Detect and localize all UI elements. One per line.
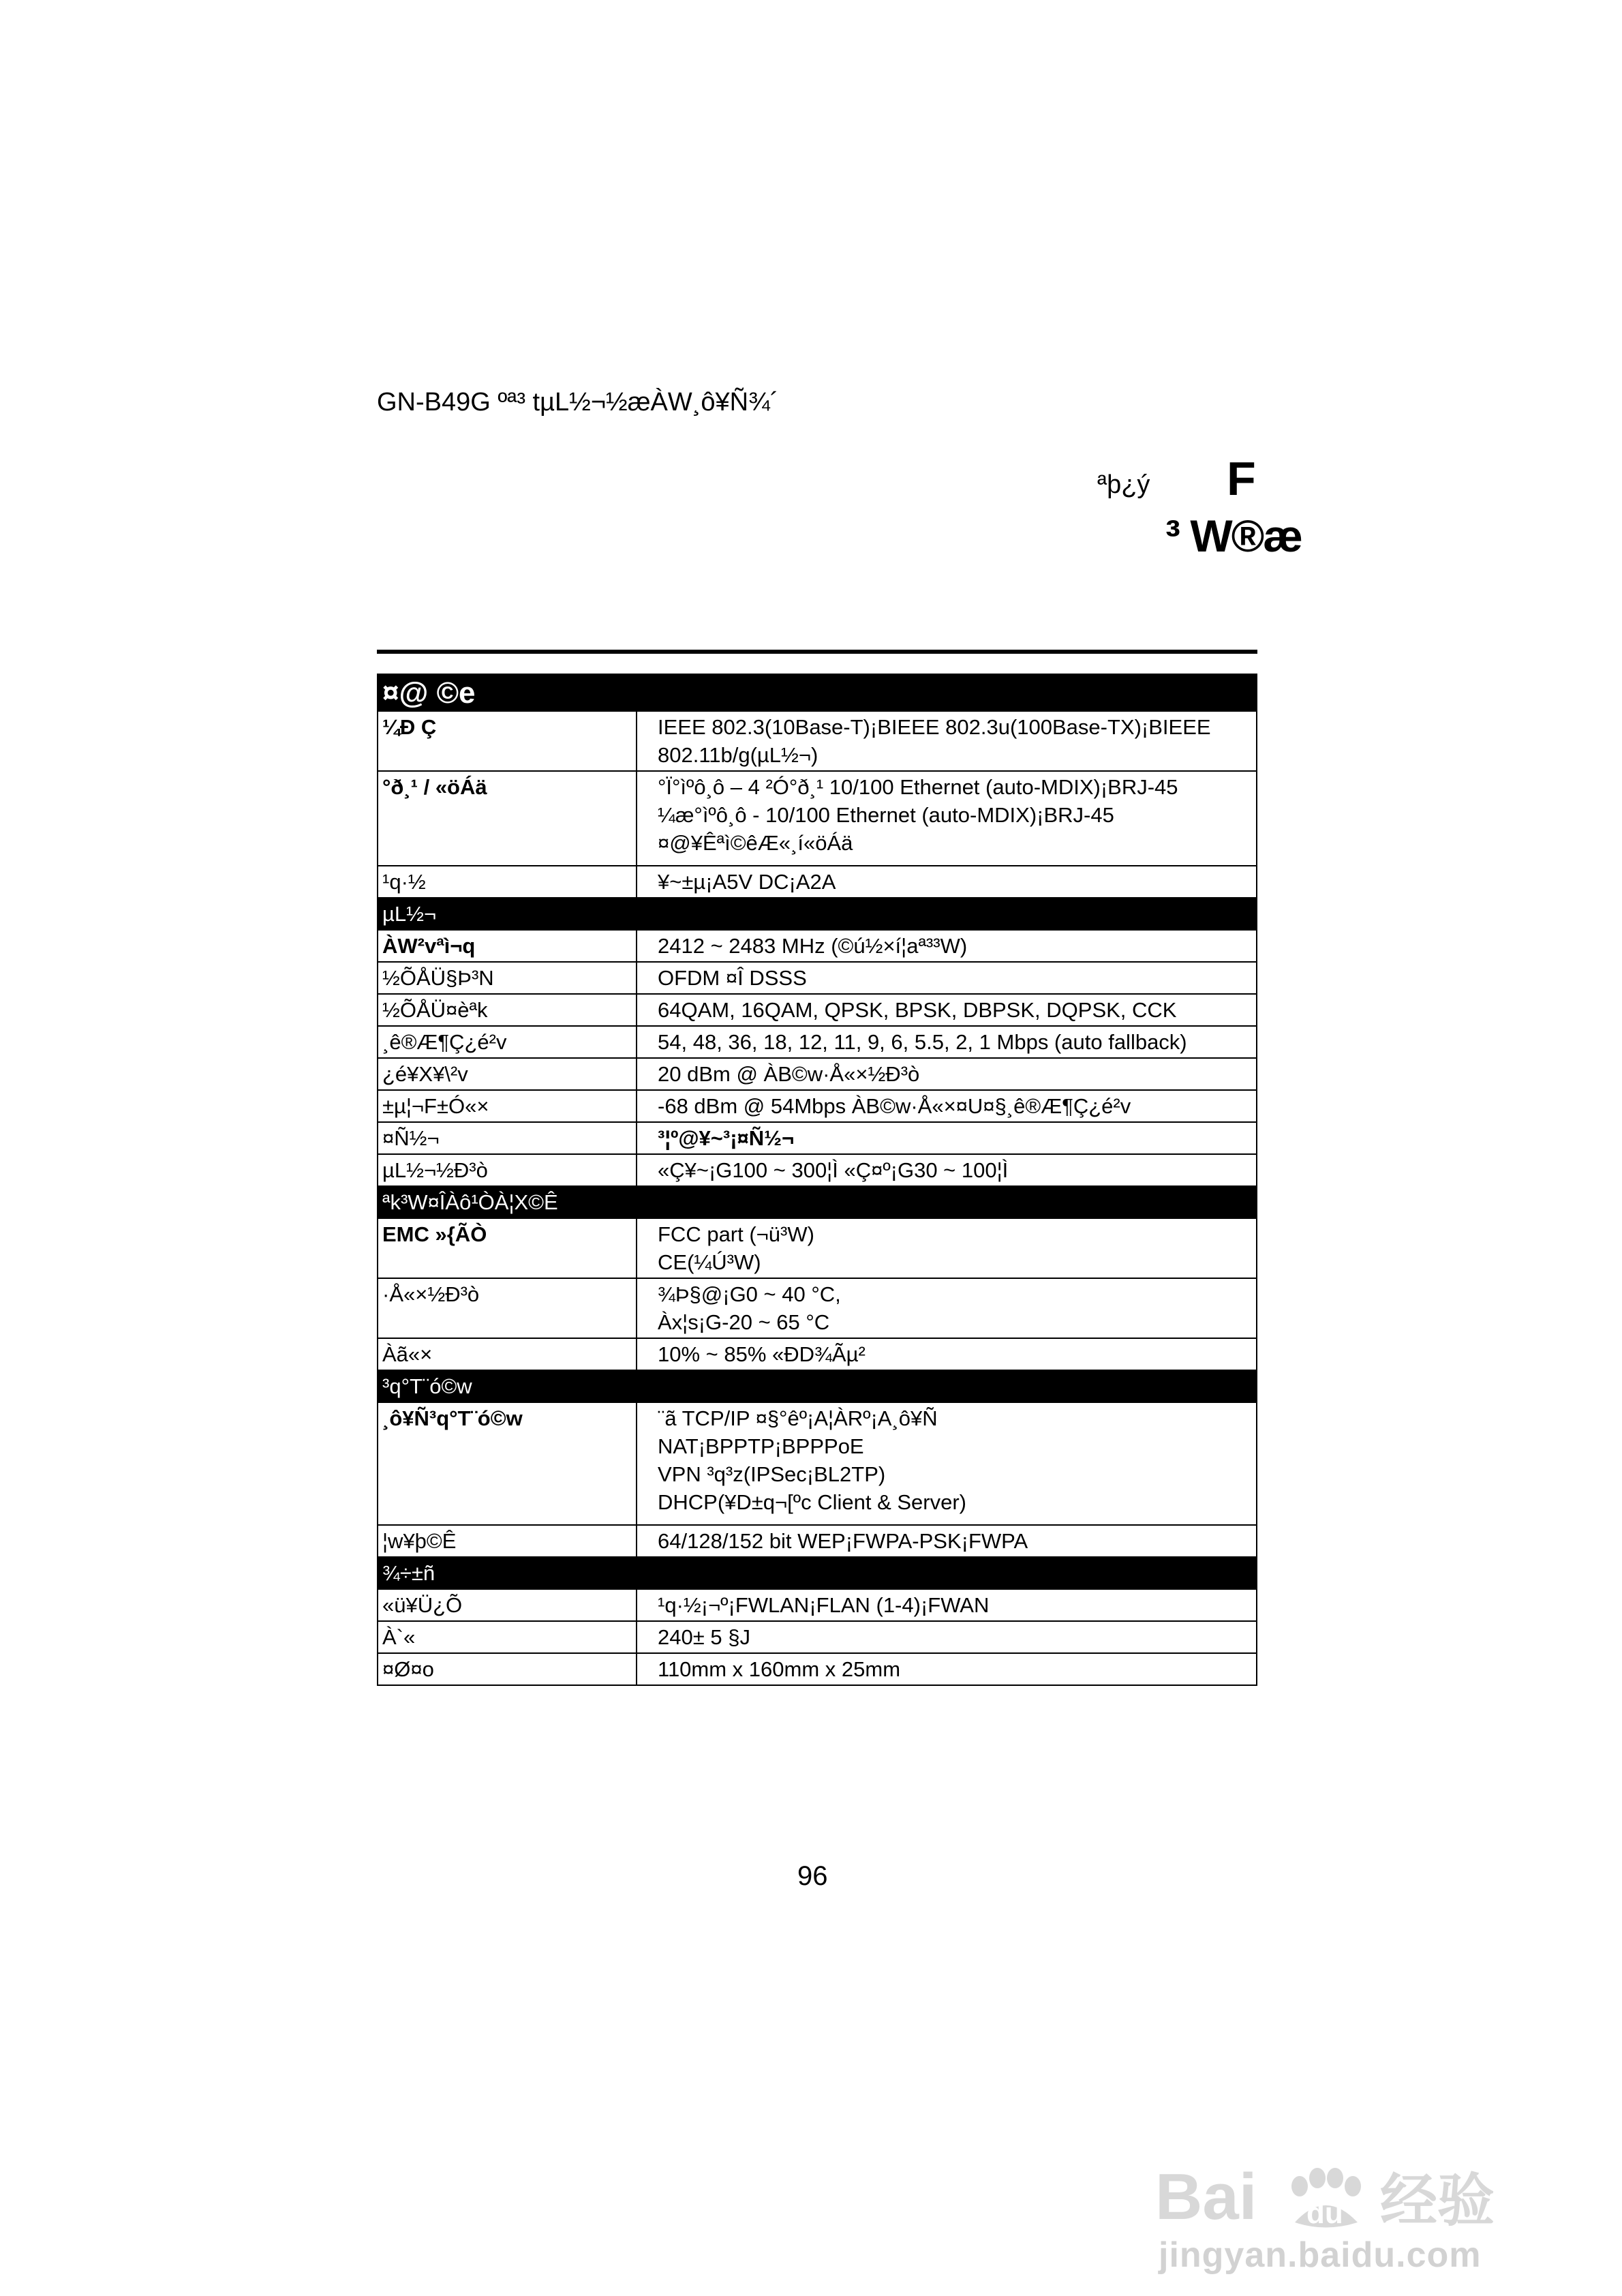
spec-label: ½ÕÅÜ§Þ³N bbox=[378, 963, 637, 993]
spec-value-line: IEEE 802.3(10Base-T)¡BIEEE 802.3u(100Base-TX)¡BIEEE bbox=[658, 715, 1211, 739]
spec-value-line: VPN ³q³z(IPSec¡BL2TP) bbox=[658, 1462, 886, 1486]
spec-value-line: Àx¦s¡G-20 ~ 65 °C bbox=[658, 1310, 830, 1334]
section-heading: ³q°T¨ó©w bbox=[378, 1370, 1256, 1402]
spec-value bbox=[658, 1059, 1256, 1089]
spec-value bbox=[658, 1155, 1256, 1185]
spec-label: ¸ô¥Ñ³q°T¨ó©w bbox=[378, 1403, 637, 1524]
spec-value-line: «Ç¥~¡G100 ~ 300¦Ì «Ç¤º¡G30 ~ 100¦Ì bbox=[658, 1158, 1009, 1182]
spec-value bbox=[658, 931, 1256, 961]
spec-row bbox=[378, 993, 1256, 1025]
spec-label: ¤Ø¤o bbox=[378, 1654, 637, 1685]
spec-value bbox=[658, 995, 1256, 1025]
appendix-letter: F bbox=[1227, 452, 1256, 505]
paw-toe-icon bbox=[1291, 2176, 1308, 2196]
page-number: 96 bbox=[797, 1861, 828, 1891]
spec-value bbox=[658, 963, 1256, 993]
spec-label: ¼Ð Ç bbox=[378, 712, 637, 770]
spec-value-line: CE(¼Ú³W) bbox=[658, 1250, 761, 1274]
spec-value bbox=[658, 1091, 1256, 1121]
spec-value bbox=[658, 1403, 1256, 1524]
spec-value-line: ¼æ°ìºô¸ô - 10/100 Ethernet (auto-MDIX)¡BRJ-45 bbox=[658, 803, 1114, 827]
spec-label: ¿é¥X¥\²v bbox=[378, 1059, 637, 1089]
spec-label: ¹q·½ bbox=[378, 866, 637, 897]
spec-label: ¸ê®Æ¶Ç¿é²v bbox=[378, 1027, 637, 1057]
spec-value bbox=[658, 1654, 1256, 1685]
spec-value-line: ¤@¥Êªì©êÆ«¸í«öÁä bbox=[658, 831, 853, 855]
spec-label: ¦w¥þ©Ê bbox=[378, 1526, 637, 1556]
spec-row bbox=[378, 961, 1256, 993]
spec-row bbox=[378, 1338, 1256, 1370]
spec-value bbox=[658, 712, 1256, 770]
spec-row bbox=[378, 1278, 1256, 1338]
spec-label: ±µ¦¬F±Ó«× bbox=[378, 1091, 637, 1121]
spec-value bbox=[658, 1219, 1256, 1278]
svg-text:du: du bbox=[1306, 2196, 1343, 2230]
spec-value-line: 64/128/152 bit WEP¡FWPA-PSK¡FWPA bbox=[658, 1529, 1028, 1553]
spec-label: ¤Ñ½¬ bbox=[378, 1123, 637, 1153]
spec-label: EMC »{ÃÒ bbox=[378, 1219, 637, 1278]
specifications-table bbox=[377, 674, 1257, 1686]
section-heading: ¤@ ©e bbox=[378, 675, 1256, 710]
spec-row bbox=[378, 710, 1256, 770]
spec-row bbox=[378, 1025, 1256, 1057]
section-heading: µL½¬ bbox=[378, 897, 1256, 929]
spec-row bbox=[378, 1121, 1256, 1153]
spec-row bbox=[378, 1089, 1256, 1121]
spec-value-line: ¾Þ§@¡G0 ~ 40 °C, bbox=[658, 1282, 841, 1306]
spec-row bbox=[378, 865, 1256, 897]
spec-label: ½ÕÅÜ¤èªk bbox=[378, 995, 637, 1025]
header-divider bbox=[377, 650, 1257, 654]
spec-value bbox=[658, 1339, 1256, 1370]
spec-value bbox=[658, 1027, 1256, 1057]
svg-text:经验: 经验 bbox=[1380, 2167, 1495, 2233]
spec-value bbox=[658, 1123, 1256, 1153]
spec-value-line: 64QAM, 16QAM, QPSK, BPSK, DBPSK, DQPSK, CCK bbox=[658, 998, 1177, 1022]
spec-value bbox=[658, 1590, 1256, 1620]
spec-value-line: 802.11b/g(µL½¬) bbox=[658, 743, 818, 767]
spec-row bbox=[378, 1057, 1256, 1089]
spec-value-line: °Ï°ìºô¸ô – 4 ²Ó°ð¸¹ 10/100 Ethernet (auto-MDIX)¡BRJ-45 bbox=[658, 775, 1178, 799]
spec-value bbox=[658, 1526, 1256, 1556]
spec-row bbox=[378, 1402, 1256, 1524]
spec-row bbox=[378, 929, 1256, 961]
spec-value-line: OFDM ¤Î DSSS bbox=[658, 966, 807, 990]
spec-value-line: -68 dBm @ 54Mbps ÀB©w·Å«×¤U¤§¸ê®Æ¶Ç¿é²v bbox=[658, 1094, 1131, 1118]
spec-value-line: 54, 48, 36, 18, 12, 11, 9, 6, 5.5, 2, 1 Mbps (auto fallback) bbox=[658, 1030, 1187, 1054]
spec-value-line: ¹q·½¡¬º¡FWLAN¡FLAN (1-4)¡FWAN bbox=[658, 1593, 990, 1617]
spec-row bbox=[378, 1218, 1256, 1278]
spec-value bbox=[658, 1622, 1256, 1652]
spec-value-line: ³¦º@¥~³¡¤Ñ½¬ bbox=[658, 1126, 795, 1150]
spec-value-line: NAT¡BPPTP¡BPPPoE bbox=[658, 1434, 864, 1458]
baidu-watermark-logo bbox=[1155, 2158, 1578, 2233]
section-heading: ¾÷±ñ bbox=[378, 1556, 1256, 1588]
appendix-title: ³ W®æ bbox=[1165, 511, 1302, 561]
spec-value-line: 240± 5 §J bbox=[658, 1625, 750, 1649]
spec-label: À`« bbox=[378, 1622, 637, 1652]
spec-value-line: FCC part (¬ü³W) bbox=[658, 1222, 814, 1246]
spec-value-line: ¨ã TCP/IP ¤§°êº¡A¦ÀRº¡A¸ô¥Ñ bbox=[658, 1406, 938, 1430]
spec-row bbox=[378, 1652, 1256, 1685]
spec-value-line: 10% ~ 85% «ÐD¾Ãµ² bbox=[658, 1342, 866, 1366]
spec-row bbox=[378, 1620, 1256, 1652]
spec-label: ·Å«×½Ð³ò bbox=[378, 1279, 637, 1338]
spec-value bbox=[658, 772, 1256, 865]
spec-row bbox=[378, 1524, 1256, 1556]
spec-label: ÀW²vªì¬q bbox=[378, 931, 637, 961]
spec-row bbox=[378, 770, 1256, 865]
section-heading: ªk³W¤ÎÀô¹ÒÀ¦X©Ê bbox=[378, 1185, 1256, 1218]
spec-value-line: ¥~±µ¡A5V DC¡A2A bbox=[658, 870, 836, 894]
spec-value-line: 20 dBm @ ÀB©w·Å«×½Ð³ò bbox=[658, 1062, 920, 1086]
spec-value bbox=[658, 866, 1256, 897]
spec-row bbox=[378, 1153, 1256, 1185]
spec-value-line: 2412 ~ 2483 MHz (©ú½×í¦aª³³W) bbox=[658, 934, 968, 958]
spec-value-line: DHCP(¥D±q¬[ºc Client & Server) bbox=[658, 1490, 966, 1514]
spec-label: µL½¬½Ð³ò bbox=[378, 1155, 637, 1185]
spec-value bbox=[658, 1279, 1256, 1338]
spec-label: °ð¸¹ / «öÁä bbox=[378, 772, 637, 865]
watermark-url: jingyan.baidu.com bbox=[1159, 2235, 1482, 2275]
document-header-title: GN-B49G ºª³ tµL½¬½æÀW¸ô¥Ñ¾´ bbox=[377, 388, 779, 417]
spec-row bbox=[378, 1588, 1256, 1620]
spec-value-line: 110mm x 160mm x 25mm bbox=[658, 1657, 901, 1681]
spec-label: «ü¥Ü¿Õ bbox=[378, 1590, 637, 1620]
appendix-label: ªþ¿ý bbox=[1097, 470, 1150, 499]
watermark-brand-text: Bai bbox=[1155, 2160, 1257, 2233]
spec-label: Àã«× bbox=[378, 1339, 637, 1370]
